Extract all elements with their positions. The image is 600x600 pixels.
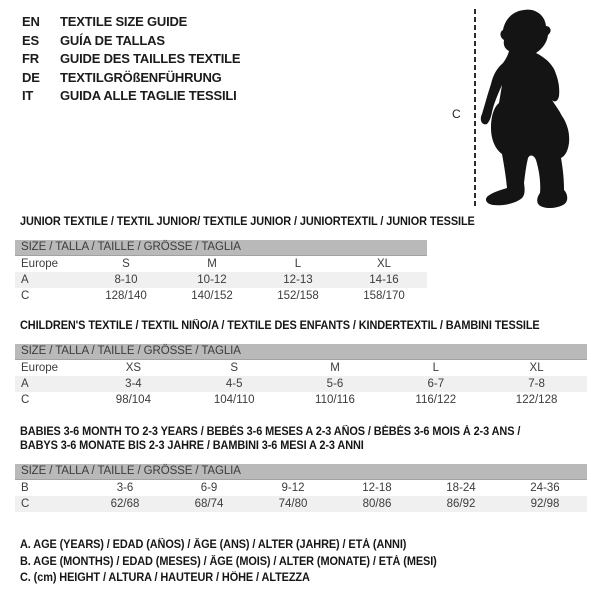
childrens-size-table [15,319,587,408]
table-cell: 158/170 [363,290,405,302]
table-cell: 128/140 [105,290,147,302]
lang-row-fr [22,50,240,69]
table-cell: 74/80 [278,498,308,510]
table-cell: 122/128 [515,394,558,406]
lang-label: GUÍA DE TALLAS [60,32,165,48]
table-cell: 3-4 [125,378,142,390]
table-cell: 116/122 [415,394,457,406]
footnote-a: A. AGE (YEARS) / EDAD (AÑOS) / ÂGE (ANS) / ALTER (JAHRE) / ETÀ (ANNI) [20,539,407,551]
table-row [15,392,587,408]
table-cell: 9-12 [281,482,305,494]
table-row [15,360,587,376]
row-label: A [21,274,29,286]
table-cell: 152/158 [277,290,319,302]
table-cell: 3-6 [116,482,134,494]
size-header-bar: SIZE / TALLA / TAILLE / GRÖSSE / TAGLIA [15,344,587,360]
table-cell: 6-9 [200,482,218,494]
table-cell: 5-6 [326,378,344,390]
table-cell: M [330,362,340,374]
table-cell: L [294,258,302,270]
table-cell: L [432,362,439,374]
size-header-bar: SIZE / TALLA / TAILLE / GRÖSSE / TAGLIA [15,240,427,256]
lang-row-es [22,32,240,51]
table-row [15,496,587,512]
lang-label: GUIDA ALLE TAGLIE TESSILI [60,88,237,103]
table-cell: 80/86 [362,498,392,510]
table-cell: 18-24 [446,482,476,494]
table-cell: XL [529,362,544,374]
height-measure-dashed-line [474,9,476,208]
table-cell: XL [376,258,392,270]
table-cell: S [230,362,239,374]
table-row [15,272,427,288]
table-cell: M [207,258,217,270]
table-cell: 140/152 [191,290,233,302]
table-row [15,480,587,496]
table-cell: 68/74 [194,498,224,510]
table-row [15,256,427,272]
row-label: C [21,290,30,302]
table-cell: 98/104 [115,394,151,406]
lang-label: TEXTILE SIZE GUIDE [60,14,188,29]
table-cell: 8-10 [114,274,138,286]
table-title: JUNIOR TEXTILE / TEXTIL JUNIOR/ TEXTILE JUNIOR / JUNIORTEXTIL / JUNIOR TESSILE [20,216,475,228]
table-cell: 62/68 [110,498,140,510]
lang-code: FR [22,51,39,66]
table-cell: 12-13 [283,274,313,286]
row-label: C [21,498,30,510]
table-cell: 14-16 [369,274,399,286]
table-cell: 12-18 [362,482,392,494]
footnote-b: B. AGE (MONTHS) / EDAD (MESES) / ÂGE (MOIS) / ALTER (MONATE) / ETÀ (MESI) [20,555,437,568]
language-guide-header [22,13,240,106]
lang-label: GUIDE DES TAILLES TEXTILE [60,51,241,66]
table-cell: 92/98 [530,498,560,510]
table-cell: 10-12 [197,274,227,286]
footnote-c: C. (cm) HEIGHT / ALTURA / HAUTEUR / HÖHE / ALTEZZA [20,572,310,584]
table-cell: 24-36 [530,482,560,494]
lang-label: TEXTILGRÖßENFÜHRUNG [60,69,222,85]
lang-code: DE [22,69,40,85]
lang-row-it [22,87,240,106]
table-cell: 4-5 [225,378,243,390]
size-header-bar: SIZE / TALLA / TAILLE / GRÖSSE / TAGLIA [15,464,587,480]
lang-code: ES [22,32,39,48]
table-cell: S [122,258,130,270]
footnotes [20,537,459,587]
row-label: A [21,378,29,390]
row-label: Europe [21,362,59,374]
table-title: BABIES 3-6 MONTH TO 2-3 YEARS / BEBÉS 3-6 MESES A 2-3 AÑOS / BÉBÉS 3-6 MOIS À 2-3 ANS / BABYS 3-6 MONATE BIS 2-3 JAHRE / BAMBINI 3-6 MESI A 2-3 ANNI [20,426,521,452]
lang-row-de [22,69,240,88]
lang-row-en [22,13,240,32]
table-title: CHILDREN'S TEXTILE / TEXTIL NIÑO/A / TEXTILE DES ENFANTS / KINDERTEXTIL / BAMBINI TESSILE [20,320,540,332]
table-cell: XS [125,362,142,374]
row-label: Europe [21,258,59,270]
row-label: C [21,394,30,406]
table-cell: 7-8 [528,378,545,390]
junior-size-table [15,215,475,304]
height-measure-label: C [452,107,461,121]
lang-code: IT [22,88,34,103]
lang-code: EN [22,14,40,29]
babies-size-table [15,425,587,512]
row-label: B [21,482,29,494]
table-cell: 110/116 [315,394,355,406]
table-cell: 6-7 [427,378,445,390]
table-row [15,288,427,304]
toddler-silhouette-icon [479,6,579,211]
table-cell: 104/110 [213,394,255,406]
table-row [15,376,587,392]
table-cell: 86/92 [446,498,476,510]
